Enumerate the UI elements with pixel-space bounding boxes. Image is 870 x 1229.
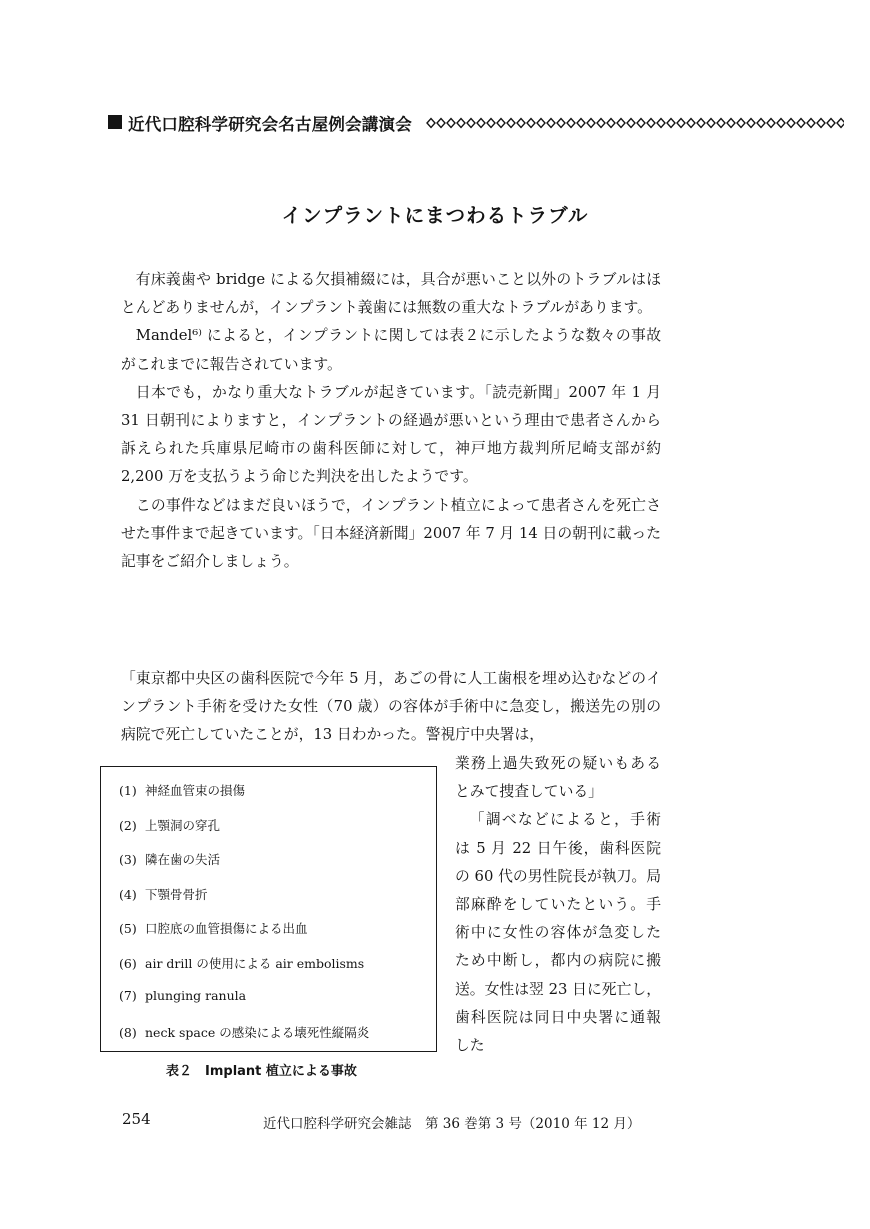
accident-list bbox=[119, 781, 369, 1057]
item-number: (3) bbox=[119, 852, 137, 867]
item-number: (1) bbox=[119, 783, 137, 798]
item-text: 下顎骨骨折 bbox=[145, 886, 208, 902]
list-item bbox=[119, 781, 369, 816]
paragraph: Mandel⁶⁾ によると，インプラントに関しては表２に示したような数々の事故がこれまでに報告されています。 bbox=[121, 327, 661, 373]
header-text: 近代口腔科学研究会名古屋例会講演会 bbox=[128, 115, 412, 134]
journal-footer: 近代口腔科学研究会雑誌 第 36 巻第 3 号（2010 年 12 月） bbox=[263, 1116, 641, 1132]
running-header bbox=[108, 110, 843, 136]
quote-paragraph: 業務上過失致死の疑いもあるとみて捜査している」 bbox=[455, 755, 661, 801]
item-number: (2) bbox=[119, 817, 137, 833]
quote-paragraph: 「東京都中央区の歯科医院で今年 5 月，あごの骨に人工歯根を埋め込むなどのインプラント手術を受けた女性（70 歳）の容体が手術中に急変し，搬送先の別の病院で死亡していたことが，13 日わかった。警視庁中央署は， bbox=[121, 670, 661, 744]
item-text: 隣在歯の失活 bbox=[145, 852, 221, 867]
quote-paragraph: 「調べなどによると，手術は 5 月 22 日午後，歯科医院の 60 代の男性院長が執刀。局部麻酔をしていたという。手術中に女性の容体が急変したため中断し，都内の病院に搬送。女性は翌 23 日に死亡し，歯科医院は同日中央署に通報した bbox=[455, 811, 661, 1055]
list-item bbox=[119, 885, 369, 920]
accident-table bbox=[100, 766, 437, 1052]
article-title: インプラントにまつわるトラブル bbox=[281, 204, 589, 227]
list-item bbox=[119, 919, 369, 954]
table-caption: 表２ Implant 植立による事故 bbox=[166, 1064, 357, 1079]
paragraph: 日本でも，かなり重大なトラブルが起きています。「読売新聞」2007 年 1 月 31 日朝刊によりますと，インプラントの経過が悪いという理由で患者さんから訴えられた兵庫県尼崎市の歯科医師に対して，神戸地方裁判所尼崎支部が約 2,200 万を支払うよう命じた判決を出したようです。 bbox=[121, 383, 661, 486]
paragraph: 有床義歯や bridge による欠損補綴には，具合が悪いこと以外のトラブルはほとんどありませんが，インプラント義歯には無数の重大なトラブルがあります。 bbox=[121, 271, 661, 317]
item-text: 上顎洞の穿孔 bbox=[145, 817, 221, 833]
paragraph: この事件などはまだ良いほうで，インプラント植立によって患者さんを死亡させた事件まで起きています。「日本経済新聞」2007 年 7 月 14 日の朝刊に載った記事をご紹介しましょう。 bbox=[121, 496, 661, 571]
item-text: 神経血管束の損傷 bbox=[145, 783, 246, 798]
body-text bbox=[121, 266, 661, 576]
item-text: air drill の使用による air embolisms bbox=[145, 955, 365, 971]
item-number: (7) bbox=[119, 988, 137, 1003]
list-item bbox=[119, 816, 369, 851]
list-item bbox=[119, 988, 369, 1023]
item-number: (5) bbox=[119, 921, 137, 936]
list-item bbox=[119, 1023, 369, 1058]
item-text: neck space の感染による壊死性縦隔炎 bbox=[145, 1024, 370, 1040]
item-text: 口腔底の血管損傷による出血 bbox=[145, 921, 308, 936]
item-number: (4) bbox=[119, 886, 137, 902]
item-text: plunging ranula bbox=[145, 988, 247, 1003]
item-number: (6) bbox=[119, 955, 137, 971]
square-bullet-icon bbox=[108, 115, 122, 129]
decorative-diamond-rule bbox=[426, 116, 844, 130]
quote-continuation-column bbox=[455, 750, 661, 1060]
newspaper-quote bbox=[121, 665, 661, 750]
list-item bbox=[119, 850, 369, 885]
page-number: 254 bbox=[122, 1110, 151, 1128]
list-item bbox=[119, 954, 369, 989]
item-number: (8) bbox=[119, 1024, 137, 1040]
